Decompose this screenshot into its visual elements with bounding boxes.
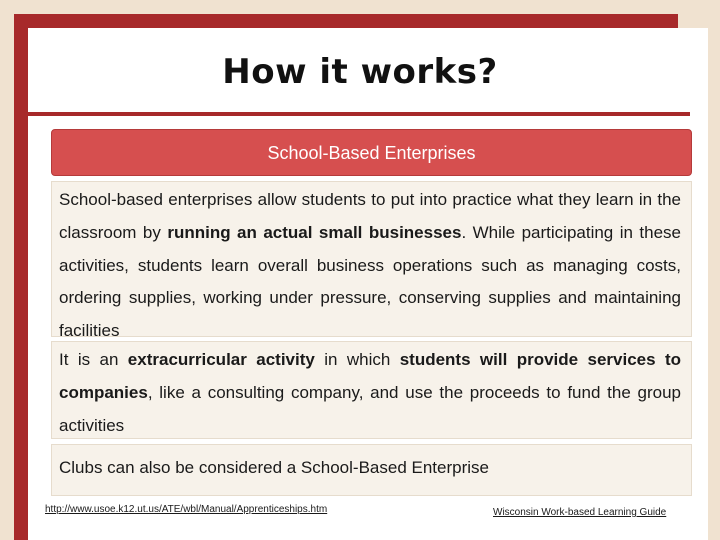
paragraph-box-1 [51,181,692,341]
paragraph-1-emphasis: running an actual small businesses [167,222,462,242]
paragraph-3-text: Clubs can also be considered a School-Based Enterprise [59,458,489,477]
paragraph-2-text: It is an [59,350,128,369]
paragraph-2-text-end: , like a consulting company, and use the proceeds to fund the group activities [59,382,681,435]
section-header-label: School-Based Enterprises [267,143,476,163]
paragraph-box-2 [51,341,692,439]
source-link-usoe[interactable]: http://www.usoe.k12.ut.us/ATE/wbl/Manual/Apprenticeships.htm [45,504,328,515]
section-header-bar [51,129,692,176]
paragraph-box-3 [51,444,692,496]
paragraph-2-emphasis-services: students will provide services to companies [59,350,681,402]
source-link-wisconsin-guide[interactable]: Wisconsin Work-based Learning Guide [493,507,667,518]
paragraph-1-text-end: . While participating in these activities, students learn overall business operations such as managing costs, ordering supplies, working under pressure, conserving supplies and maintaining facilities [59,222,681,341]
paragraph-2-text-mid: in which [314,350,400,369]
paragraph-2-emphasis-activity: extracurricular activity [127,350,315,369]
paragraph-1-text: School-based enterprises allow students to put into practice what they learn in the classroom by [59,190,681,242]
slide-title: How it works? [222,52,498,92]
